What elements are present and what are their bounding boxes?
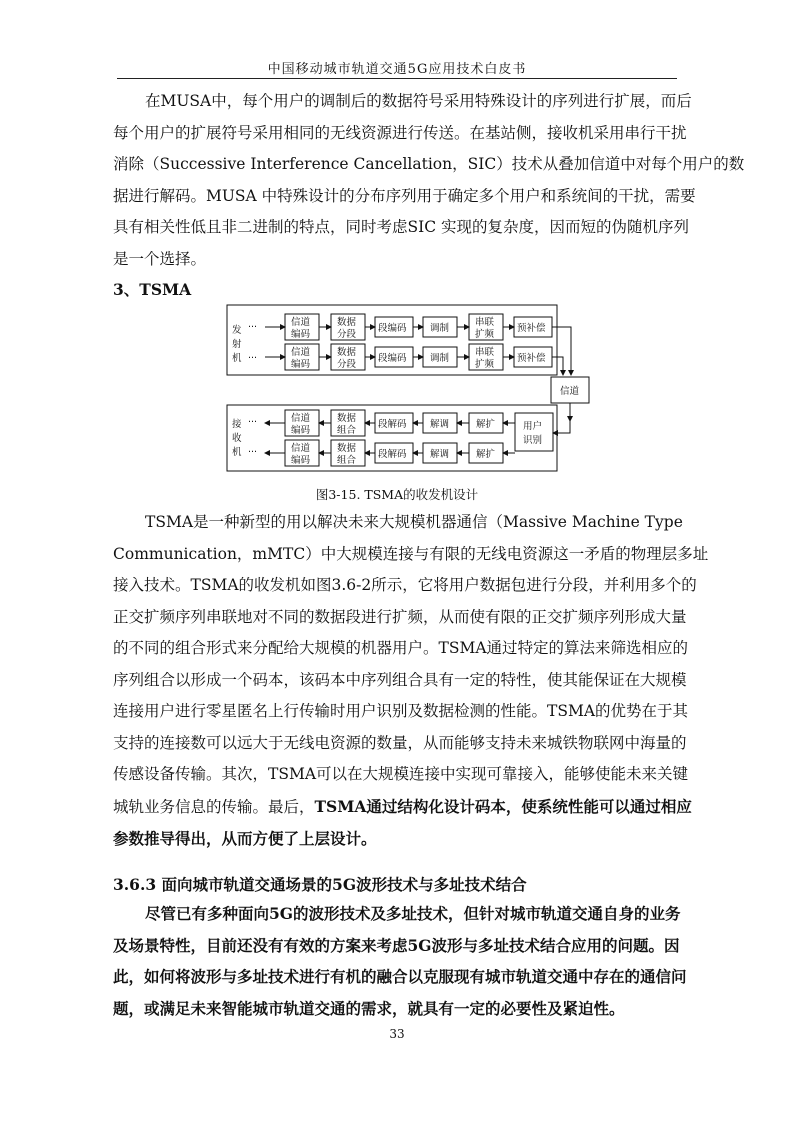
rx-row-1: [265, 410, 515, 436]
text-line: 此，如何将波形与多址技术进行有机的融合以克服现有城市轨道交通中存在的通信问: [113, 967, 687, 986]
rx-label-3: 机: [232, 447, 242, 458]
tx2-block-seg-encode: 段编码: [378, 353, 407, 364]
tx2-block-data-seg-2: 分段: [337, 359, 357, 370]
text-line: 具有相关性低且非二进制的特点，同时考虑SIC 实现的复杂度，因而短的伪随机序列: [113, 218, 690, 236]
text-line: 及场景特性，目前还没有有效的方案来考虑5G波形与多址技术结合应用的问题。因: [113, 935, 680, 955]
tx1-block-data-seg-2: 分段: [337, 329, 357, 340]
tx2-block-channel-coding-2: 编码: [291, 359, 311, 370]
text-line: 每个用户的扩展符号采用相同的无线资源进行传送。在基站侧，接收机采用串行干扰: [113, 123, 687, 142]
tx1-block-channel-coding-2: 编码: [291, 329, 311, 340]
user-id-label-1: 用户: [523, 421, 543, 432]
section-heading: 3.6.3 面向城市轨道交通场景的5G波形技术与多址技术结合: [113, 875, 527, 894]
text-line: 消除（Successive Interference Cancellation，SIC）技术从叠加信道中对每个用户的数: [113, 155, 745, 173]
figure-caption: 图3-15. TSMA的收发机设计: [315, 487, 479, 502]
tx-dots-2: ···: [248, 353, 258, 364]
rx-dots-2: ···: [248, 447, 258, 458]
tx1-block-seg-encode: 段编码: [378, 323, 407, 334]
text-line: 传感设备传输。其次，TSMA可以在大规模连接中实现可靠接入，能够使能未来关键: [113, 765, 689, 783]
tsma-transceiver-diagram: [225, 303, 595, 475]
text-line: 尽管已有多种面向5G的波形技术及多址技术，但针对城市轨道交通自身的业务: [145, 904, 681, 923]
tx-row-2: [265, 344, 552, 370]
paragraph-section-intro: [113, 898, 705, 1024]
rx1-block-seg-decode: 段解码: [378, 419, 407, 430]
text-line: [113, 791, 705, 824]
rx2-block-seg-decode: 段解码: [378, 449, 407, 460]
channel-label: 信道: [560, 386, 580, 397]
tx1-block-spread-1: 串联: [475, 317, 495, 328]
rx-label-2: 收: [232, 433, 242, 444]
text-run: 城轨业务信息的传输。最后，: [113, 797, 315, 816]
tx2-block-spread-1: 串联: [475, 347, 495, 358]
rx1-block-channel-coding-1: 信道: [291, 413, 311, 424]
rx-dots-1: ···: [248, 417, 258, 428]
tx2-block-data-seg-1: 数据: [337, 347, 357, 358]
tx-dots-1: ···: [248, 322, 258, 333]
tx1-block-precomp: 预补偿: [517, 323, 546, 334]
text-line: 接入技术。TSMA的收发机如图3.6-2所示，它将用户数据包进行分段，并利用多个的: [113, 576, 697, 594]
tx-label-3: 机: [232, 353, 242, 364]
tx-row-1: [265, 314, 552, 340]
text-line: Communication，mMTC）中大规模连接与有限的无线电资源这一矛盾的物理层多址: [113, 544, 709, 563]
rx-label-1: 接: [232, 419, 242, 430]
text-line: 在MUSA中，每个用户的调制后的数据符号采用特殊设计的序列进行扩展，而后: [145, 92, 692, 110]
tx1-block-channel-coding-1: 信道: [291, 317, 311, 328]
text-line: 题，或满足未来智能城市轨道交通的需求，就具有一定的必要性及紧迫性。: [113, 998, 625, 1018]
rx2-block-channel-coding-2: 编码: [291, 455, 311, 466]
rx2-block-data-combine-2: 组合: [337, 455, 357, 466]
text-line: 支持的连接数可以远大于无线电资源的数量，从而能够支持未来城铁物联网中海量的: [113, 733, 687, 752]
tx1-block-modulate: 调制: [430, 323, 450, 334]
bold-text-run: TSMA通过结构化设计码本，使系统性能可以通过相应: [314, 796, 692, 816]
page-number: 33: [389, 1027, 405, 1041]
text-line: 的不同的组合形式来分配给大规模的机器用户。TSMA通过特定的算法来筛选相应的: [113, 639, 689, 657]
rx2-block-channel-coding-1: 信道: [291, 443, 311, 454]
rx1-block-despread: 解扩: [476, 419, 496, 430]
paragraph-musa: [113, 86, 745, 275]
rx-row-2: [265, 440, 515, 466]
tx2-block-channel-coding-1: 信道: [291, 347, 311, 358]
user-id-label-2: 识别: [523, 435, 543, 446]
rx2-block-despread: 解扩: [476, 449, 496, 460]
text-line: 据进行解码。MUSA 中特殊设计的分布序列用于确定多个用户和系统间的干扰，需要: [113, 186, 696, 205]
tx-label-1: 发: [232, 325, 242, 336]
tx1-block-spread-2: 扩频: [475, 329, 495, 340]
text-line: 序列组合以形成一个码本，该码本中序列组合具有一定的特性，使其能保证在大规模: [113, 670, 687, 689]
text-line: 正交扩频序列串联地对不同的数据段进行扩频，从而使有限的正交扩频序列形成大量: [113, 607, 687, 626]
rx1-block-demodulate: 解调: [430, 419, 450, 430]
page-header: 中国移动城市轨道交通5G应用技术白皮书: [267, 62, 527, 77]
rx2-block-demodulate: 解调: [430, 449, 450, 460]
text-line: 是一个选择。: [113, 249, 207, 268]
paragraph-tsma: [113, 507, 709, 855]
tx2-block-precomp: 预补偿: [517, 353, 546, 364]
text-line: 连接用户进行零星匿名上行传输时用户识别及数据检测的性能。TSMA的优势在于其: [113, 702, 689, 720]
rx1-block-data-combine-2: 组合: [337, 425, 357, 436]
rx1-block-channel-coding-2: 编码: [291, 425, 311, 436]
header-rule: [117, 78, 677, 79]
tx-label-2: 射: [232, 339, 242, 350]
rx1-block-data-combine-1: 数据: [337, 413, 357, 424]
text-line: 参数推导得出，从而方便了上层设计。: [113, 829, 377, 848]
subheading-tsma: 3、TSMA: [113, 280, 192, 299]
tx1-block-data-seg-1: 数据: [337, 317, 357, 328]
text-line: TSMA是一种新型的用以解决未来大规模机器通信（Massive Machine Type: [145, 513, 683, 531]
tx2-block-spread-2: 扩频: [475, 359, 495, 370]
tx2-block-modulate: 调制: [430, 353, 450, 364]
rx2-block-data-combine-1: 数据: [337, 443, 357, 454]
